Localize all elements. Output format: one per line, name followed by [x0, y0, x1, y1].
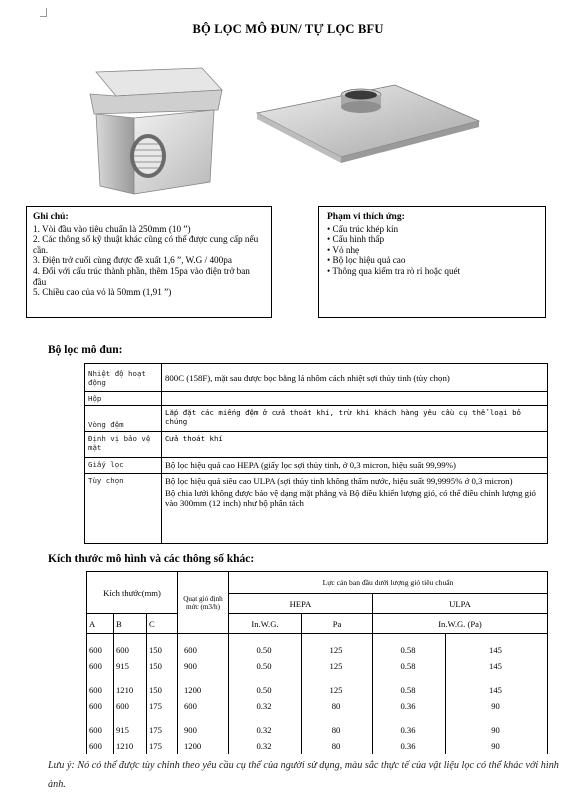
- cell-hepa-pa: 125: [329, 685, 343, 695]
- section-heading-dimensions: Kích thước mô hình và các thông số khác:: [48, 553, 255, 565]
- filter-housing-image: [255, 83, 481, 163]
- fan-filter-unit-image: [82, 64, 232, 199]
- header-hepa-inwg: In.W.G.: [229, 614, 302, 634]
- cell-hepa-pa: 80: [331, 701, 341, 711]
- spec-row: [85, 364, 548, 392]
- cell-ulpa-inwg: 0.36: [400, 725, 416, 735]
- header-hepa-pa: Pa: [302, 614, 373, 634]
- spec-row: [85, 392, 548, 406]
- cell-a: 600: [89, 661, 102, 671]
- header-airflow: Quạt gió định mức (m3/h): [178, 572, 229, 634]
- spec-label: Tùy chọn: [85, 474, 162, 544]
- spec-value: Bộ lọc hiệu quả cao HEPA (giấy lọc sợi thủy tinh, ở 0,3 micron, hiệu suất 99,99%): [162, 458, 548, 474]
- spec-row: [85, 406, 548, 432]
- header-b: B: [114, 614, 147, 634]
- spec-table: [84, 363, 548, 544]
- cell-hepa-inwg: 0.32: [256, 725, 272, 735]
- cell-hepa-pa: 125: [329, 661, 343, 671]
- scope-line: • Vỏ nhẹ: [327, 244, 360, 255]
- col-ulpa-inwg: [373, 634, 446, 755]
- header-ulpa-inwg-pa: In.W.G. (Pa): [373, 614, 548, 634]
- cell-airflow: 1200: [184, 685, 202, 695]
- spec-row: [85, 432, 548, 458]
- col-hepa-inwg: [229, 634, 302, 755]
- col-a: [87, 634, 114, 755]
- cell-ulpa-pa: 90: [491, 701, 500, 711]
- spec-label: Hộp: [85, 392, 162, 406]
- spec-label: Vòng đệm: [85, 406, 162, 432]
- cell-ulpa-inwg: 0.36: [400, 741, 416, 751]
- cell-a: 600: [89, 725, 102, 735]
- spec-value: Cửa thoát khí: [162, 432, 548, 458]
- cell-hepa-inwg: 0.50: [256, 685, 272, 695]
- footnote: Lưu ý: Nó có thể được tùy chỉnh theo yêu cầu cụ thể của người sử dụng, màu sắc thực tế của vật liệu lọc có thể khác với hình ảnh.: [48, 760, 559, 790]
- cell-c: 175: [149, 725, 162, 735]
- cell-a: 600: [89, 741, 102, 751]
- notes-box: [26, 206, 272, 318]
- header-size: Kích thước(mm): [87, 572, 178, 614]
- col-hepa-pa: [302, 634, 373, 755]
- cell-c: 150: [149, 685, 162, 695]
- cell-a: 600: [89, 685, 102, 695]
- scope-line: • Thông qua kiểm tra rò rỉ hoặc quét: [327, 265, 461, 276]
- cell-hepa-pa: 80: [331, 741, 341, 751]
- cell-ulpa-pa: 145: [489, 661, 502, 671]
- cell-a: 600: [89, 645, 102, 655]
- notes-heading: Ghi chú:: [33, 212, 69, 222]
- note-line: 2. Các thông số kỹ thuật khác cũng có thể được cung cấp nếu cần.: [33, 234, 261, 255]
- note-line: 3. Điện trở cuối cùng được đề xuất 1,6 ”, W.G / 400pa: [33, 255, 232, 266]
- col-airflow: [178, 634, 229, 755]
- cell-ulpa-pa: 145: [489, 685, 502, 695]
- cell-ulpa-pa: 90: [491, 741, 500, 751]
- spec-value: [162, 474, 548, 544]
- cell-c: 175: [149, 741, 162, 751]
- scope-line: • Cấu hình thấp: [327, 234, 385, 245]
- spec-row: [85, 458, 548, 474]
- col-ulpa-pa: [446, 634, 548, 755]
- spec-value: Lắp đặt các miếng đệm ở cửa thoát khí, trừ khi khách hàng yêu cầu cụ thể loại bỏ chúng: [162, 406, 548, 432]
- cell-hepa-inwg: 0.32: [256, 741, 272, 751]
- cell-a: 600: [89, 701, 102, 711]
- scope-box: [318, 206, 546, 318]
- cell-ulpa-inwg: 0.58: [400, 645, 416, 655]
- header-ulpa: ULPA: [373, 594, 548, 614]
- cell-c: 150: [149, 661, 162, 671]
- spec-label: Nhiệt độ hoạt động: [85, 364, 162, 392]
- header-corner-mark: [40, 8, 47, 17]
- cell-hepa-inwg: 0.50: [256, 661, 272, 671]
- cell-ulpa-pa: 145: [489, 645, 502, 655]
- cell-b: 915: [116, 725, 129, 735]
- spec-value: 800C (158F), mặt sau được bọc bằng lá nhôm cách nhiệt sợi thủy tinh (tùy chọn): [162, 364, 548, 392]
- note-line: 1. Vòi đầu vào tiêu chuẩn là 250mm (10 ”): [33, 223, 191, 234]
- spec-value-line: Bộ lọc hiệu quả siêu cao ULPA (sợi thủy tinh không thấm nước, hiệu suất 99,9995% ở 0,3 micron): [165, 476, 513, 486]
- spec-label: Định vị bảo vệ mặt: [85, 432, 162, 458]
- spec-row: [85, 474, 548, 544]
- cell-c: 150: [149, 645, 162, 655]
- cell-hepa-pa: 80: [331, 725, 341, 735]
- header-a: A: [87, 614, 114, 634]
- col-c: [147, 634, 178, 755]
- cell-airflow: 1200: [184, 741, 202, 751]
- cell-b: 600: [116, 645, 129, 655]
- cell-b: 1210: [116, 685, 134, 695]
- cell-hepa-inwg: 0.50: [256, 645, 272, 655]
- cell-hepa-inwg: 0.32: [256, 701, 272, 711]
- cell-b: 600: [116, 701, 129, 711]
- note-line: 4. Đối với cấu trúc thành phần, thêm 15pa vào điện trở ban đầu: [33, 265, 253, 287]
- scope-line: • Cấu trúc khép kín: [327, 223, 399, 234]
- dimensions-table: [86, 571, 548, 754]
- cell-hepa-pa: 125: [329, 645, 343, 655]
- header-resistance: Lực cản ban đầu dưới lượng gió tiêu chuẩn: [229, 572, 548, 594]
- cell-airflow: 900: [184, 661, 197, 671]
- header-c: C: [147, 614, 178, 634]
- header-hepa: HEPA: [229, 594, 373, 614]
- cell-c: 175: [149, 701, 162, 711]
- spec-value: [162, 392, 548, 406]
- cell-ulpa-inwg: 0.58: [400, 685, 416, 695]
- section-heading-module-filter: Bộ lọc mô đun:: [48, 344, 123, 356]
- cell-ulpa-inwg: 0.58: [400, 661, 416, 671]
- cell-airflow: 600: [184, 645, 197, 655]
- cell-airflow: 900: [184, 725, 197, 735]
- spec-value-line: Bộ chia lưới không được bảo vệ dạng mặt phẳng và Bộ điều khiển lượng gió, có thể điều chỉnh lượng gió vào 300mm (12 inch) như bộ phân tách: [165, 488, 536, 508]
- cell-ulpa-pa: 90: [491, 725, 500, 735]
- page-title: BỘ LỌC MÔ ĐUN/ TỰ LỌC BFU: [192, 22, 384, 36]
- scope-heading: Phạm vi thích ứng:: [327, 212, 405, 222]
- scope-line: • Bộ lọc hiệu quả cao: [327, 255, 406, 266]
- cell-ulpa-inwg: 0.36: [400, 701, 416, 711]
- spec-label: Giấy lọc: [85, 458, 162, 474]
- note-line: 5. Chiều cao của vỏ là 50mm (1,91 ”): [33, 287, 172, 298]
- col-b: [114, 634, 147, 755]
- cell-airflow: 600: [184, 701, 197, 711]
- cell-b: 1210: [116, 741, 134, 751]
- cell-b: 915: [116, 661, 129, 671]
